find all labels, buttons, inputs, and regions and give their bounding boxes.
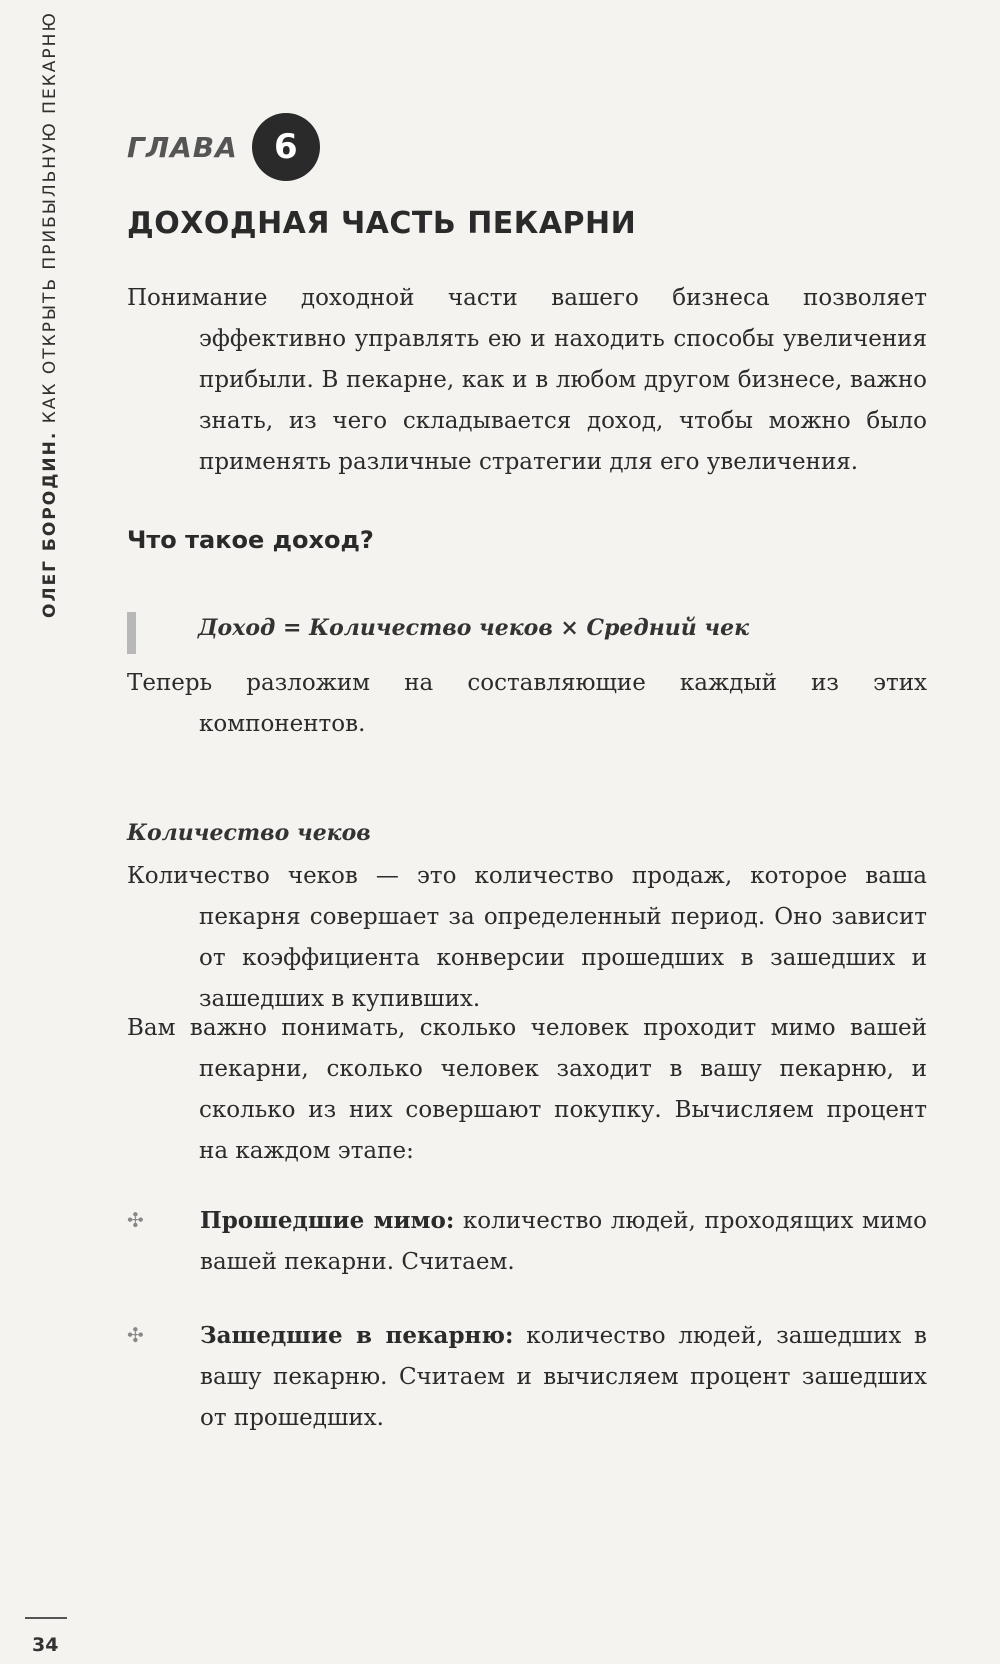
- importance-paragraph: Вам важно понимать, сколько человек проходит мимо вашей пекарни, сколько человек заходит в вашу пекарню, и сколько из них совершают покупку. Вычисляем процент на каждом этапе:: [127, 1015, 927, 1164]
- list-item: [127, 1315, 927, 1439]
- chapter-word: ГЛАВА: [127, 130, 238, 164]
- chapter-number-badge: 6: [252, 113, 320, 181]
- footer-rule: [25, 1617, 67, 1619]
- list-item-text: [200, 1200, 927, 1283]
- page-number: 34: [32, 1634, 59, 1656]
- list-item-body: количество людей, проходящих мимо вашей пекарни. Считаем.: [200, 1208, 927, 1275]
- intro-paragraph: Понимание доходной части вашего бизнеса позволяет эффективно управлять ею и находить способы увеличения прибыли. В пекарне, как и в любом другом бизнесе, важно знать, из чего складывается доход, чтобы можно было применять различные стратегии для его увеличения.: [127, 285, 927, 475]
- list-item-lead: Прошедшие мимо:: [200, 1207, 455, 1234]
- bullet-marker-icon: ✣: [127, 1323, 144, 1347]
- list-item-body: количество людей, зашедших в вашу пекарню. Считаем и вычисляем процент зашедших от прошедших.: [200, 1323, 927, 1431]
- list-item-text: [200, 1315, 927, 1439]
- formula-accent-bar: [127, 612, 136, 654]
- list-item: [127, 1200, 927, 1283]
- decompose-paragraph: Теперь разложим на составляющие каждый из этих компонентов.: [127, 670, 927, 737]
- running-header-vertical: [40, 11, 60, 618]
- chapter-label: [127, 113, 320, 181]
- term-heading: Количество чеков: [127, 820, 371, 846]
- list-item-lead: Зашедшие в пекарню:: [200, 1322, 514, 1349]
- book-title: КАК ОТКРЫТЬ ПРИБЫЛЬНУЮ ПЕКАРНЮ: [40, 11, 60, 424]
- bullet-marker-icon: ✣: [127, 1208, 144, 1232]
- revenue-formula: Доход = Количество чеков × Средний чек: [198, 615, 750, 641]
- chapter-title: ДОХОДНАЯ ЧАСТЬ ПЕКАРНИ: [127, 206, 637, 241]
- term-definition-paragraph: Количество чеков — это количество продаж, которое ваша пекарня совершает за определенный период. Оно зависит от коэффициента конверсии прошедших в зашедших и зашедших в купивших.: [127, 863, 927, 1012]
- author-name: ОЛЕГ БОРОДИН.: [40, 430, 60, 618]
- section-subheading: Что такое доход?: [127, 526, 374, 554]
